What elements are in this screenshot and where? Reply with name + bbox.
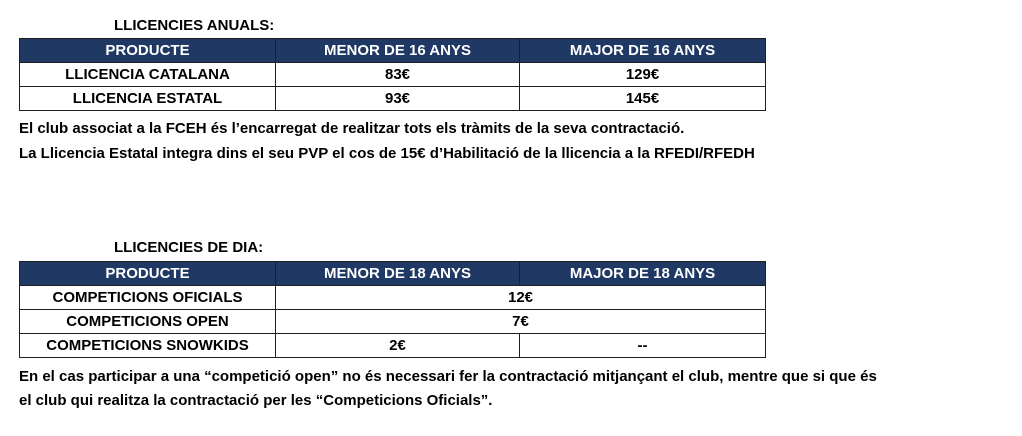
product-cell: LLICENCIA CATALANA bbox=[20, 63, 276, 87]
price-cell: 2€ bbox=[276, 334, 520, 358]
table-row bbox=[20, 87, 766, 111]
price-cell: 145€ bbox=[520, 87, 766, 111]
annual-note-1: El club associat a la FCEH és l’encarregat de realitzar tots els tràmits de la seva contractació. bbox=[19, 120, 685, 137]
daily-note-1: En el cas participar a una “competició open” no és necessari fer la contractació mitjançant el club, mentre que si que és bbox=[19, 368, 877, 385]
column-header-producte: PRODUCTE bbox=[20, 262, 276, 286]
column-header-producte: PRODUCTE bbox=[20, 39, 276, 63]
daily-licences-caption: LLICENCIES DE DIA: bbox=[114, 239, 264, 256]
price-cell: 83€ bbox=[276, 63, 520, 87]
annual-licences-caption: LLICENCIES ANUALS: bbox=[114, 17, 275, 34]
price-cell: -- bbox=[520, 334, 766, 358]
daily-note-2: el club qui realitza la contractació per les “Competicions Oficials”. bbox=[19, 392, 493, 409]
table-row bbox=[20, 310, 766, 334]
product-cell: COMPETICIONS OFICIALS bbox=[20, 286, 276, 310]
price-cell: 93€ bbox=[276, 87, 520, 111]
price-cell: 12€ bbox=[276, 286, 766, 310]
table-header-row bbox=[20, 39, 766, 63]
product-cell: COMPETICIONS SNOWKIDS bbox=[20, 334, 276, 358]
price-cell: 7€ bbox=[276, 310, 766, 334]
table-header-row bbox=[20, 262, 766, 286]
table-row bbox=[20, 286, 766, 310]
column-header-major-18: MAJOR DE 18 ANYS bbox=[520, 262, 766, 286]
daily-licences-table bbox=[19, 261, 766, 358]
product-cell: COMPETICIONS OPEN bbox=[20, 310, 276, 334]
column-header-major-16: MAJOR DE 16 ANYS bbox=[520, 39, 766, 63]
column-header-menor-18: MENOR DE 18 ANYS bbox=[276, 262, 520, 286]
annual-licences-table bbox=[19, 38, 766, 111]
annual-note-2: La Llicencia Estatal integra dins el seu PVP el cos de 15€ d’Habilitació de la llicencia a la RFEDI/RFEDH bbox=[19, 145, 755, 162]
column-header-menor-16: MENOR DE 16 ANYS bbox=[276, 39, 520, 63]
price-cell: 129€ bbox=[520, 63, 766, 87]
table-row bbox=[20, 334, 766, 358]
table-row bbox=[20, 63, 766, 87]
product-cell: LLICENCIA ESTATAL bbox=[20, 87, 276, 111]
